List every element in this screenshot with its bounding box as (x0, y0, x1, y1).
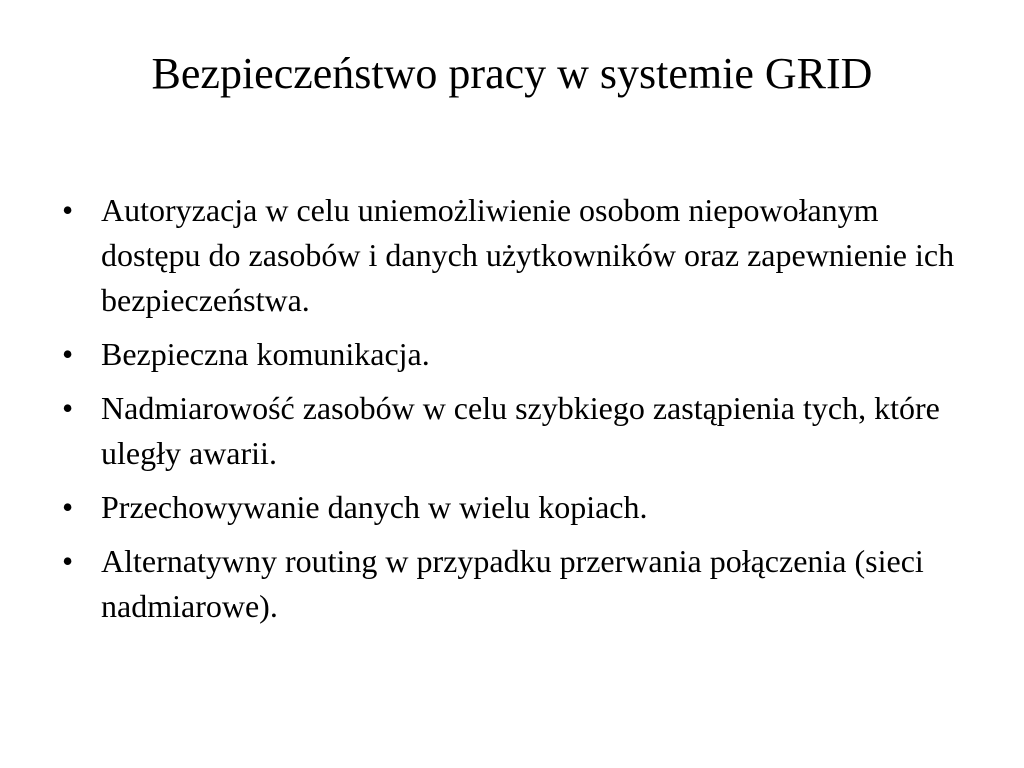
bullet-item (58, 386, 978, 476)
bullet-text: Autoryzacja w celu uniemożliwienie osobom niepowołanym dostępu do zasobów i danych użytkowników oraz zapewnienie ich bezpieczeństwa. (101, 192, 955, 318)
bullet-item (58, 332, 978, 377)
slide-title: Bezpieczeństwo pracy w systemie GRID (151, 49, 873, 98)
bullet-text: Nadmiarowość zasobów w celu szybkiego zastąpienia tych, które uległy awarii. (101, 390, 940, 471)
bullet-text: Bezpieczna komunikacja. (101, 336, 430, 372)
bullet-item (58, 188, 978, 323)
bullet-dot-icon: • (62, 390, 74, 426)
bullet-list (58, 188, 978, 638)
bullet-text: Alternatywny routing w przypadku przerwania połączenia (sieci nadmiarowe). (101, 543, 924, 624)
bullet-dot-icon: • (62, 192, 74, 228)
bullet-item (58, 539, 978, 629)
bullet-item (58, 485, 978, 530)
bullet-dot-icon: • (62, 543, 74, 579)
bullet-text: Przechowywanie danych w wielu kopiach. (101, 489, 648, 525)
bullet-dot-icon: • (62, 336, 74, 372)
bullet-dot-icon: • (62, 489, 74, 525)
